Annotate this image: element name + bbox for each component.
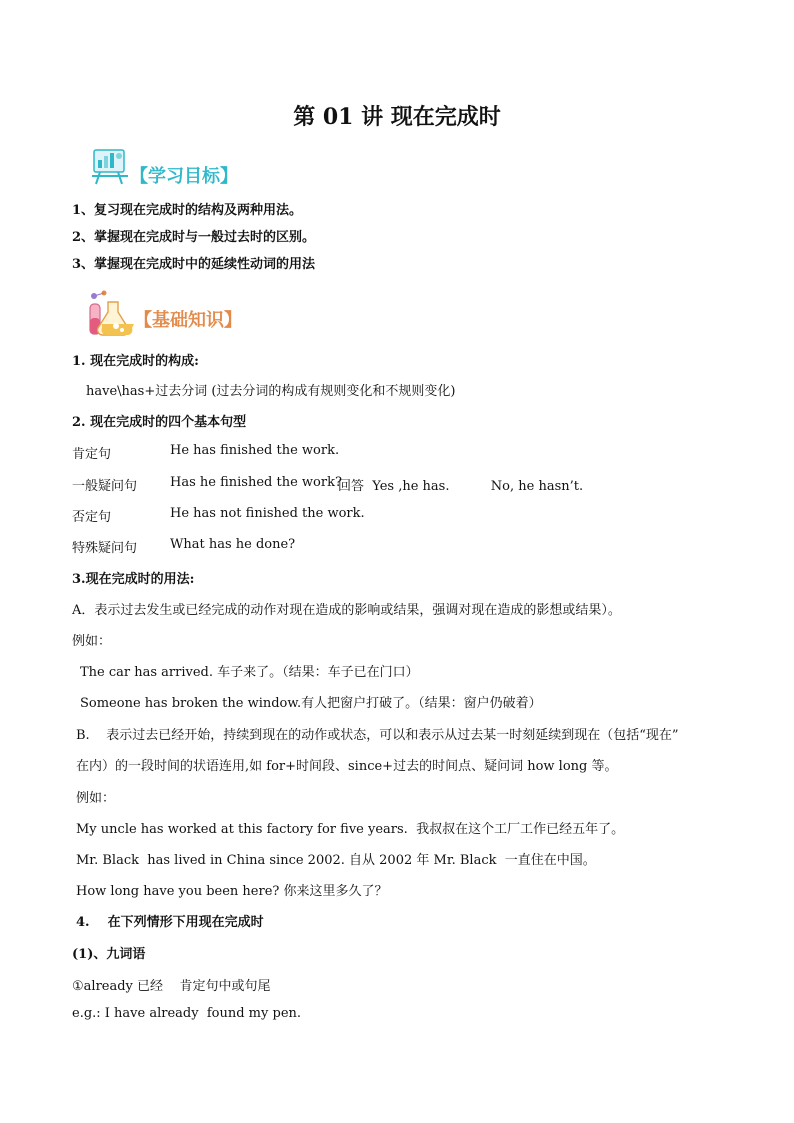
example-sentence: Someone has broken the window.有人把窗户打破了。（结果：窗户仍破着） — [80, 696, 542, 711]
pattern-example: Has he finished the work? — [170, 475, 342, 490]
example-sentence: e.g.: I have already found my pen. — [72, 1006, 302, 1021]
example-label: 例如： — [72, 634, 112, 649]
usage-a: A．表示过去发生或已经完成的动作对现在造成的影响或结果，强调对现在造成的影想或结果）。 — [72, 603, 621, 618]
example-sentence: How long have you been here? 你来这里多久了？ — [76, 884, 388, 899]
usage-b-continued: 在内）的一段时间的状语连用,如 for+时间段、since+过去的时间点、疑问词 how long 等。 — [76, 759, 618, 774]
item-already: ①already 已经 肯定句中或句尾 — [72, 979, 271, 994]
objective-item-2: 2、掌握现在完成时与一般过去时的区别。 — [72, 230, 316, 245]
heading-usage: 3.现在完成时的用法: — [72, 572, 195, 587]
structure-text: have\has+过去分词 (过去分词的构成有规则变化和不规则变化) — [86, 384, 456, 399]
objectives-label: 【学习目标】 — [130, 166, 238, 187]
flask-icon — [84, 290, 134, 340]
example-sentence: Mr. Black has lived in China since 2002. 自从 2002 年 Mr. Black 一直住在中国。 — [76, 853, 596, 868]
pattern-example: He has finished the work. — [170, 443, 340, 458]
pattern-example: He has not finished the work. — [170, 506, 365, 521]
heading-patterns: 2. 现在完成时的四个基本句型 — [72, 415, 247, 430]
objective-item-3: 3、掌握现在完成时中的延续性动词的用法 — [72, 257, 316, 272]
pattern-type: 一般疑问句 — [72, 479, 138, 494]
pattern-type: 否定句 — [72, 510, 112, 525]
objective-item-1: 1、复习现在完成时的结构及两种用法。 — [72, 203, 303, 218]
example-sentence: My uncle has worked at this factory for five years. 我叔叔在这个工厂工作已经五年了。 — [76, 822, 625, 837]
pattern-answer: 回答 Yes ,he has. No, he hasn’t. — [338, 479, 584, 494]
example-label: 例如： — [76, 791, 116, 806]
pattern-example: What has he done? — [170, 537, 296, 552]
basics-label: 【基础知识】 — [134, 310, 242, 331]
example-sentence: The car has arrived. 车子来了。（结果：车子已在门口） — [80, 665, 419, 680]
pattern-type: 特殊疑问句 — [72, 541, 138, 556]
heading-situations: 4. 在下列情形下用现在完成时 — [76, 915, 264, 930]
page-title: 第 01 讲 现在完成时 — [293, 104, 501, 130]
subheading-words: (1)、九词语 — [72, 947, 146, 962]
pattern-type: 肯定句 — [72, 447, 112, 462]
usage-b: B. 表示过去已经开始，持续到现在的动作或状态，可以和表示从过去某一时刻延续到现在（包括“现在” — [76, 728, 679, 743]
heading-structure: 1. 现在完成时的构成: — [72, 354, 199, 369]
objectives-icon — [88, 146, 132, 190]
